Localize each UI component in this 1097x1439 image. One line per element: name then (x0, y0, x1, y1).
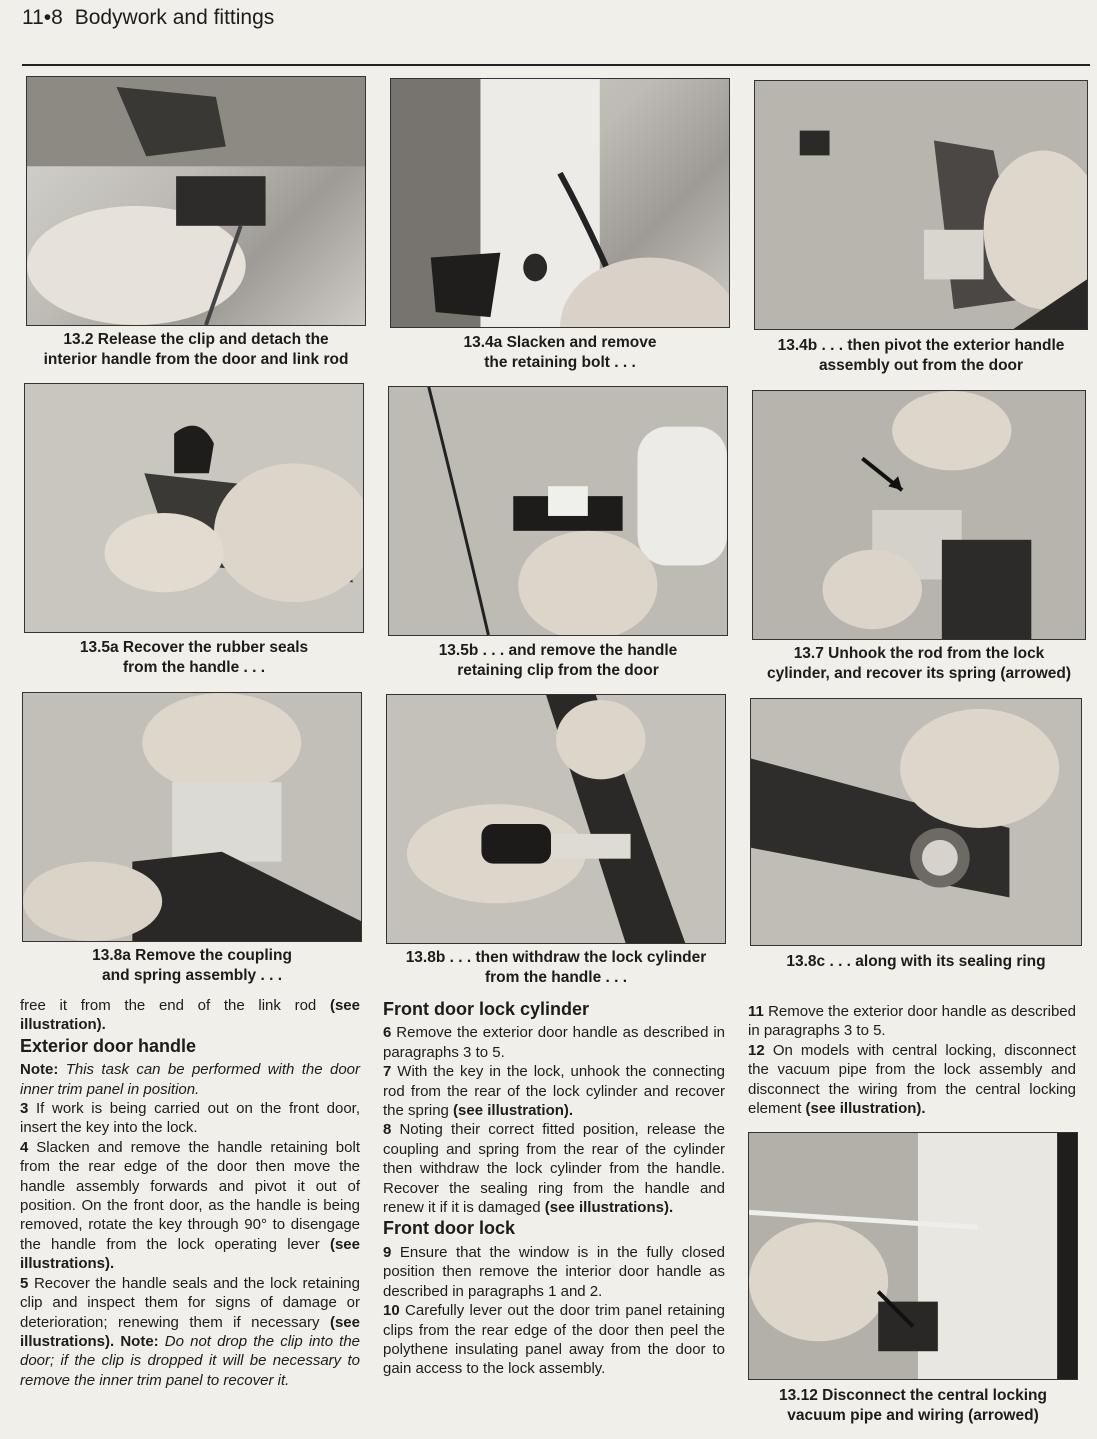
para-note (20, 1060, 360, 1099)
header-rule (22, 64, 1090, 66)
note-label: Note: (120, 1332, 159, 1350)
photo-13-5b (388, 386, 728, 636)
photo-13-5a (24, 383, 364, 633)
para-9 (383, 1243, 725, 1301)
para-4 (20, 1138, 360, 1274)
para-ref: (see illustrations). (544, 1199, 674, 1217)
para-text: Recover the handle seals and the lock retaining clip and inspect them for signs of damage or deterioration; renewing them if necessary (20, 1274, 360, 1331)
para-text: Ensure that the window is in the fully closed position then remove the interior door handle as described in paragraphs 1 and 2. (383, 1243, 726, 1300)
caption-13-2: 13.2 Release the clip and detach the interior handle from the door and link rod (43, 331, 349, 368)
caption-13-12: 13.12 Disconnect the central locking vacuum pipe and wiring (arrowed) (779, 1387, 1047, 1424)
heading-front-door-lock-cylinder: Front door lock cylinder (383, 999, 590, 1019)
para-3 (20, 1099, 360, 1138)
para-number: 10 (383, 1302, 400, 1320)
caption-13-5b: 13.5b . . . and remove the handle retaining clip from the door (438, 642, 678, 679)
para-text: Carefully lever out the door trim panel retaining clips from the rear edge of the door then peel the polythene insulating panel away from the door to gain access to the lock assembly. (383, 1302, 725, 1378)
para-number: 9 (383, 1243, 392, 1261)
para-number: 7 (383, 1063, 392, 1081)
caption-13-8a: 13.8a Remove the coupling and spring assembly . . . (92, 947, 292, 984)
para-text: With the key in the lock, unhook the connecting rod from the rear of the lock cylinder and recover the spring (383, 1063, 725, 1120)
para-5 (20, 1274, 360, 1390)
photo-13-12 (748, 1132, 1078, 1380)
para-number: 5 (20, 1274, 29, 1292)
para-ref: (see illustrations). (20, 1313, 360, 1350)
caption-13-7: 13.7 Unhook the rod from the lock cylinder, and recover its spring (arrowed) (766, 645, 1072, 682)
para-text: Slacken and remove the handle retaining bolt from the rear edge of the door then move the handle assembly forwards and pivot it out of position. On the front door, as the handle is being removed, rotate the key through 90° to disengage the handle from the lock operating lever (20, 1138, 360, 1253)
middle-text-column (383, 998, 725, 1379)
photo-13-4b (754, 80, 1088, 330)
para-7 (383, 1062, 725, 1120)
heading-exterior-door-handle: Exterior door handle (20, 1035, 197, 1056)
photo-13-4a (390, 78, 730, 328)
photo-13-8a (22, 692, 362, 942)
para-8 (383, 1120, 725, 1217)
para-text: Remove the exterior door handle as described in paragraphs 3 to 5. (383, 1024, 725, 1061)
para-ref: (see illustration). (453, 1102, 574, 1120)
para-text: On models with central locking, disconnect the vacuum pipe from the lock assembly and disconnect the wiring from the central locking element (748, 1041, 1076, 1118)
photo-13-7 (752, 390, 1086, 640)
para-11 (748, 1002, 1076, 1041)
para-text: If work is being carried out on the front door, insert the key into the lock. (20, 1100, 360, 1137)
note-label: Note: (20, 1061, 59, 1079)
right-text-column (748, 1002, 1076, 1118)
para-number: 12 (748, 1041, 765, 1059)
note-text: Do not drop the clip into the door; if the clip is dropped it will be necessary to remove the inner trim panel to recover it. (20, 1332, 361, 1389)
para-intro (20, 996, 360, 1035)
para-12 (748, 1041, 1076, 1119)
intro-ref: (see illustration). (20, 997, 360, 1034)
para-number: 3 (20, 1100, 29, 1118)
note-text: This task can be performed with the door inner trim panel in position. (20, 1061, 360, 1098)
heading-front-door-lock: Front door lock (383, 1218, 515, 1239)
page-number: 11•8 (22, 6, 63, 29)
para-text: Remove the exterior door handle as described in paragraphs 3 to 5. (748, 1003, 1076, 1040)
photo-13-8b (386, 694, 726, 944)
page-title: Bodywork and fittings (74, 6, 275, 29)
page-header (22, 6, 274, 30)
para-ref: (see illustration). (805, 1100, 926, 1118)
photo-13-8c (750, 698, 1082, 946)
caption-13-8c: 13.8c . . . along with its sealing ring (786, 953, 1046, 970)
photo-13-2 (26, 76, 366, 326)
para-number: 11 (748, 1003, 764, 1020)
para-text: Noting their correct fitted position, release the coupling and spring from the rear of the cylinder then withdraw the lock cylinder from the handle. Recover the sealing ring from the handle and renew it if it is damaged (383, 1121, 725, 1217)
para-number: 4 (20, 1138, 29, 1156)
para-ref: (see illustrations). (20, 1235, 360, 1273)
para-number: 8 (383, 1121, 392, 1139)
intro-text: free it from the end of the link rod (20, 997, 317, 1014)
caption-13-5a: 13.5a Recover the rubber seals from the handle . . . (79, 639, 309, 676)
caption-13-4b: 13.4b . . . then pivot the exterior handle assembly out from the door (777, 337, 1065, 374)
para-6 (383, 1023, 725, 1062)
caption-13-4a: 13.4a Slacken and remove the retaining bolt . . . (463, 334, 657, 371)
para-10 (383, 1301, 725, 1379)
caption-13-8b: 13.8b . . . then withdraw the lock cylinder from the handle . . . (405, 949, 707, 986)
left-text-column (20, 996, 360, 1390)
para-number: 6 (383, 1024, 392, 1042)
